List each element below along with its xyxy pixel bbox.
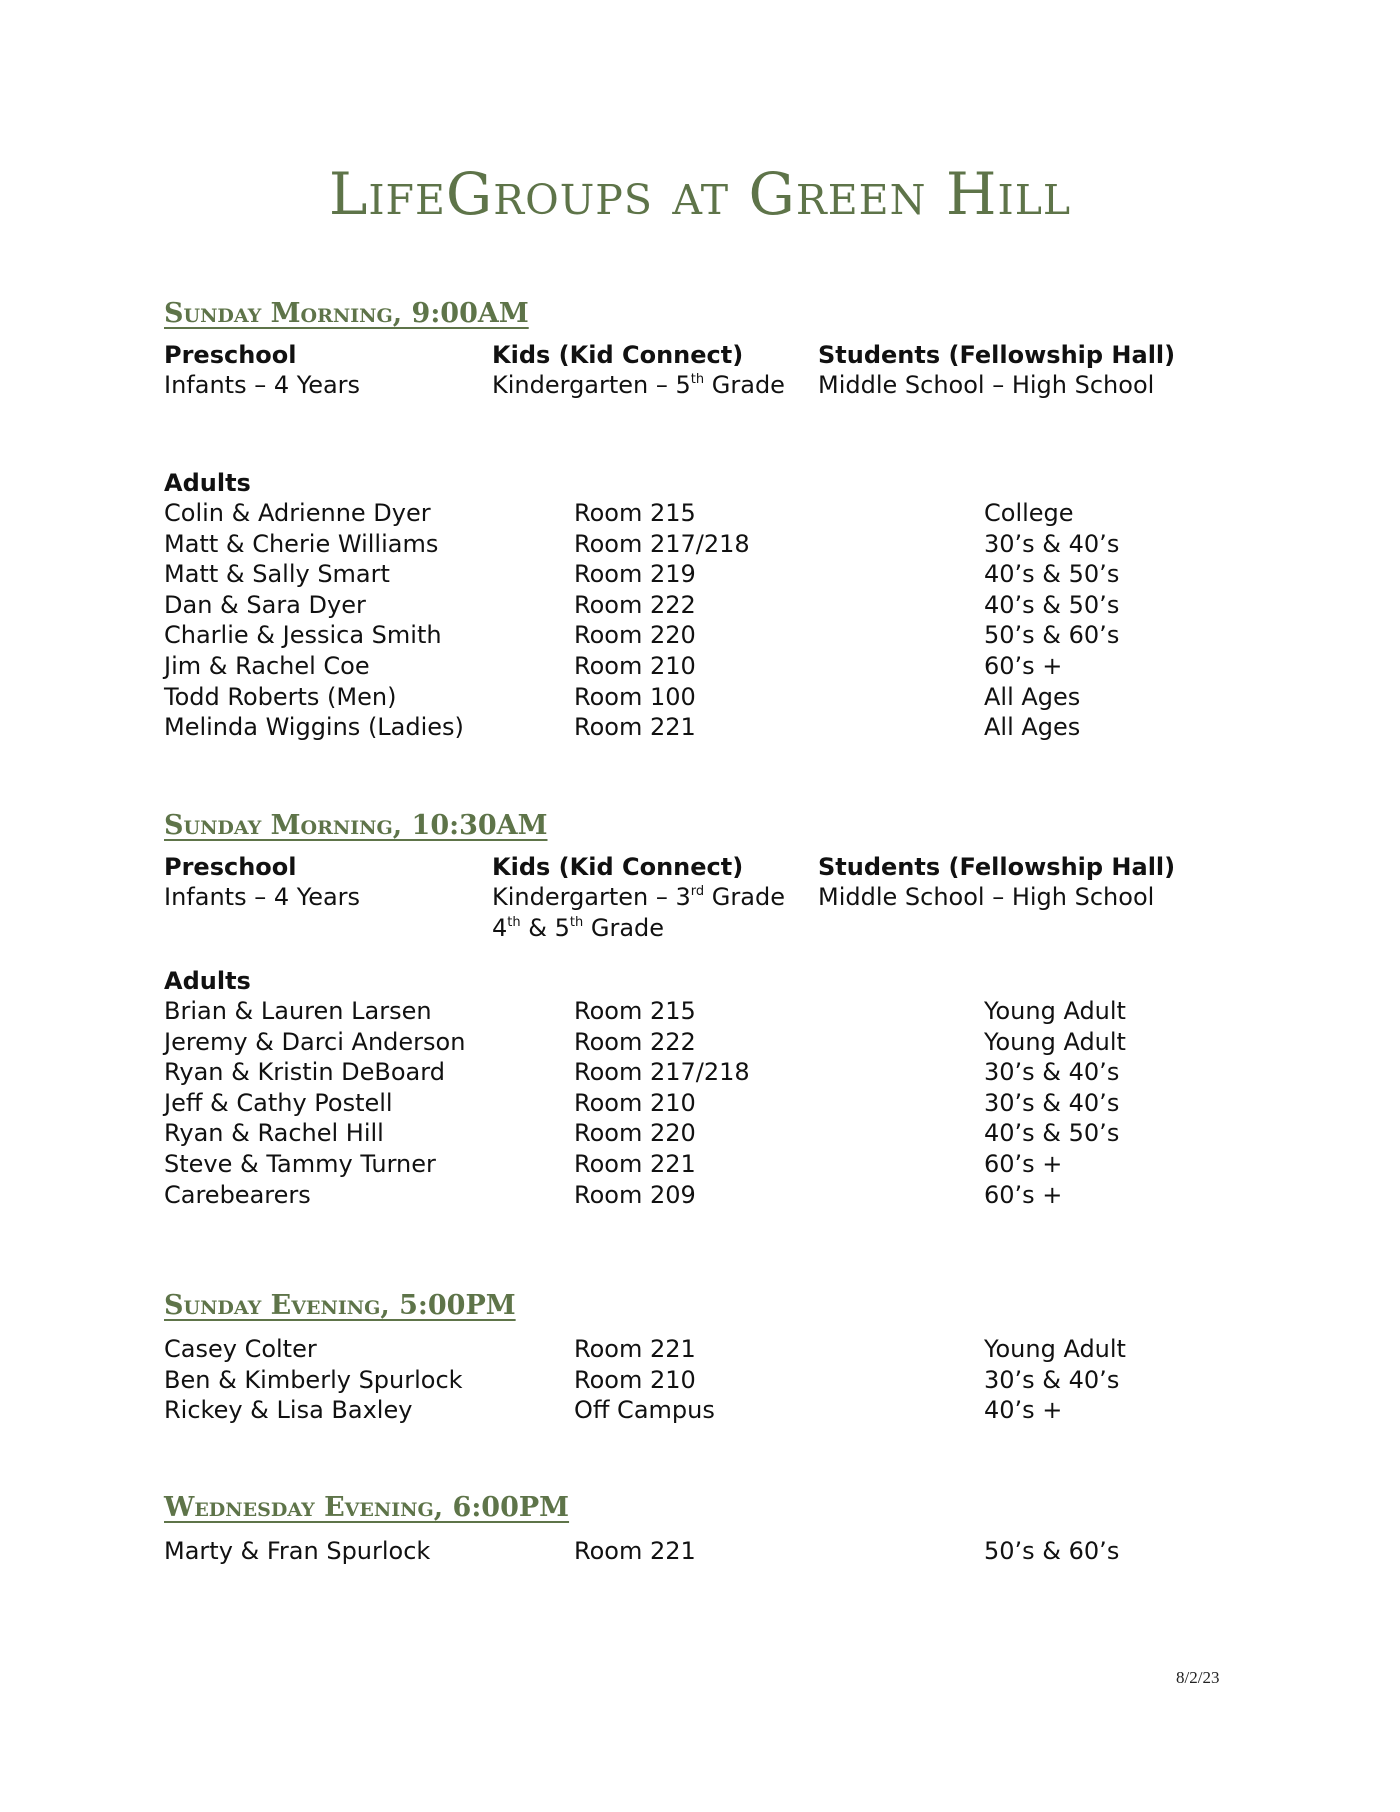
group-row xyxy=(164,559,1264,590)
group-ages: 40’s + xyxy=(984,1396,1063,1425)
group-leader: Jim & Rachel Coe xyxy=(164,651,370,680)
text: & 5 xyxy=(520,914,570,942)
group-leader: Carebearers xyxy=(164,1180,311,1209)
group-leader: Matt & Cherie Williams xyxy=(164,529,439,558)
group-room: Room 220 xyxy=(574,621,696,650)
group-leader: Brian & Lauren Larsen xyxy=(164,997,432,1025)
group-row xyxy=(164,1088,1264,1119)
text: Grade xyxy=(704,883,785,911)
preschool-ministry xyxy=(164,852,360,913)
group-row xyxy=(164,1334,1264,1365)
group-room: Room 210 xyxy=(574,651,696,680)
group-ages: 30’s & 40’s xyxy=(984,1088,1120,1117)
section-sunday-morning-1030am xyxy=(164,808,1264,1210)
group-ages: 40’s & 50’s xyxy=(984,590,1120,619)
group-leader: Dan & Sara Dyer xyxy=(164,590,366,619)
group-room: Room 221 xyxy=(574,1335,696,1363)
group-ages: Young Adult xyxy=(984,1335,1126,1363)
group-row xyxy=(164,1365,1264,1396)
group-list xyxy=(164,1536,1264,1567)
group-room: Room 220 xyxy=(574,1119,696,1148)
group-leader: Melinda Wiggins (Ladies) xyxy=(164,713,464,742)
group-row xyxy=(164,1180,1264,1211)
group-row xyxy=(164,498,1264,529)
ministry-title: Kids (Kid Connect) xyxy=(492,341,744,369)
group-row xyxy=(164,996,1264,1027)
text: Grade xyxy=(583,914,665,942)
group-row xyxy=(164,1118,1264,1149)
group-row xyxy=(164,712,1264,743)
group-row xyxy=(164,529,1264,560)
group-row xyxy=(164,1057,1264,1088)
group-leader: Casey Colter xyxy=(164,1335,317,1363)
ministry-title: Preschool xyxy=(164,853,297,881)
group-row xyxy=(164,651,1264,682)
group-room: Room 217/218 xyxy=(574,529,750,558)
ministry-grid xyxy=(164,340,1264,468)
ministry-title: Students (Fellowship Hall) xyxy=(818,341,1176,369)
ministry-title: Preschool xyxy=(164,341,297,369)
group-row xyxy=(164,1536,1264,1567)
group-leader: Ryan & Kristin DeBoard xyxy=(164,1058,445,1087)
group-ages: 60’s + xyxy=(984,651,1063,680)
group-ages: 60’s + xyxy=(984,1149,1063,1178)
text: Kindergarten – 5 xyxy=(492,371,691,399)
students-ministry xyxy=(818,340,1175,401)
group-leader: Todd Roberts (Men) xyxy=(164,682,397,711)
adults-label: Adults xyxy=(164,967,251,995)
group-ages: Young Adult xyxy=(984,1027,1126,1056)
group-ages: All Ages xyxy=(984,682,1081,711)
group-room: Room 217/218 xyxy=(574,1058,750,1087)
group-row xyxy=(164,1149,1264,1180)
adults-label: Adults xyxy=(164,469,251,497)
group-leader: Colin & Adrienne Dyer xyxy=(164,499,431,527)
text: Kindergarten – 3 xyxy=(492,883,691,911)
group-leader: Jeremy & Darci Anderson xyxy=(164,1027,466,1056)
group-leader: Charlie & Jessica Smith xyxy=(164,621,442,650)
ministry-ages xyxy=(492,882,785,913)
ministry-ages: Middle School – High School xyxy=(818,371,1155,399)
group-row xyxy=(164,590,1264,621)
section-heading: Sunday Morning, 9:00AM xyxy=(164,298,529,329)
ministry-ages xyxy=(492,913,785,944)
group-list xyxy=(164,498,1264,743)
section-sunday-morning-9am xyxy=(164,296,1264,743)
group-leader: Jeff & Cathy Postell xyxy=(164,1088,393,1117)
group-ages: 30’s & 40’s xyxy=(984,1365,1120,1394)
superscript: th xyxy=(569,915,584,930)
group-list xyxy=(164,996,1264,1210)
group-leader: Rickey & Lisa Baxley xyxy=(164,1396,413,1425)
group-room: Off Campus xyxy=(574,1396,715,1425)
group-room: Room 100 xyxy=(574,682,696,711)
preschool-ministry xyxy=(164,340,360,401)
group-room: Room 210 xyxy=(574,1365,696,1394)
group-ages: 30’s & 40’s xyxy=(984,1058,1120,1087)
ministry-title: Students (Fellowship Hall) xyxy=(818,853,1176,881)
group-ages: 40’s & 50’s xyxy=(984,560,1120,589)
group-room: Room 222 xyxy=(574,590,696,619)
group-ages: College xyxy=(984,499,1074,527)
group-room: Room 209 xyxy=(574,1180,696,1209)
group-room: Room 219 xyxy=(574,560,696,589)
group-ages: All Ages xyxy=(984,713,1081,742)
group-ages: 50’s & 60’s xyxy=(984,621,1120,650)
group-list xyxy=(164,1334,1264,1426)
group-leader: Marty & Fran Spurlock xyxy=(164,1537,431,1565)
group-ages: 60’s + xyxy=(984,1180,1063,1209)
group-row xyxy=(164,682,1264,713)
kids-ministry xyxy=(492,340,785,401)
group-room: Room 210 xyxy=(574,1088,696,1117)
group-room: Room 221 xyxy=(574,713,696,742)
group-room: Room 215 xyxy=(574,499,696,527)
revision-date: 8/2/23 xyxy=(1176,1668,1220,1687)
ministry-ages xyxy=(492,370,785,401)
superscript: th xyxy=(507,915,521,930)
section-heading: Sunday Morning, 10:30AM xyxy=(164,810,548,841)
group-ages: 30’s & 40’s xyxy=(984,529,1120,558)
group-room: Room 221 xyxy=(574,1149,696,1178)
group-room: Room 215 xyxy=(574,997,696,1025)
text: 4 xyxy=(492,914,508,942)
group-ages: 40’s & 50’s xyxy=(984,1119,1120,1148)
section-wednesday-evening-6pm xyxy=(164,1490,1264,1567)
ministry-ages: Infants – 4 Years xyxy=(164,883,361,911)
ministry-grid xyxy=(164,852,1264,966)
group-ages: 50’s & 60’s xyxy=(984,1537,1120,1565)
group-leader: Ben & Kimberly Spurlock xyxy=(164,1365,463,1394)
section-heading: Wednesday Evening, 6:00PM xyxy=(164,1492,570,1523)
section-heading: Sunday Evening, 5:00PM xyxy=(164,1290,516,1321)
group-room: Room 222 xyxy=(574,1027,696,1056)
group-row xyxy=(164,1027,1264,1058)
ministry-title: Kids (Kid Connect) xyxy=(492,853,744,881)
group-row xyxy=(164,620,1264,651)
superscript: rd xyxy=(690,884,705,899)
text: Grade xyxy=(704,371,785,399)
group-leader: Matt & Sally Smart xyxy=(164,560,390,589)
section-sunday-evening-5pm xyxy=(164,1288,1264,1426)
ministry-ages: Infants – 4 Years xyxy=(164,371,361,399)
kids-ministry xyxy=(492,852,785,944)
ministry-ages: Middle School – High School xyxy=(818,883,1155,911)
group-ages: Young Adult xyxy=(984,997,1126,1025)
group-room: Room 221 xyxy=(574,1537,696,1565)
group-leader: Ryan & Rachel Hill xyxy=(164,1119,384,1148)
students-ministry xyxy=(818,852,1175,913)
group-leader: Steve & Tammy Turner xyxy=(164,1149,436,1178)
page-title: LifeGroups at Green Hill xyxy=(328,160,1072,228)
group-row xyxy=(164,1395,1264,1426)
superscript: th xyxy=(690,372,705,387)
